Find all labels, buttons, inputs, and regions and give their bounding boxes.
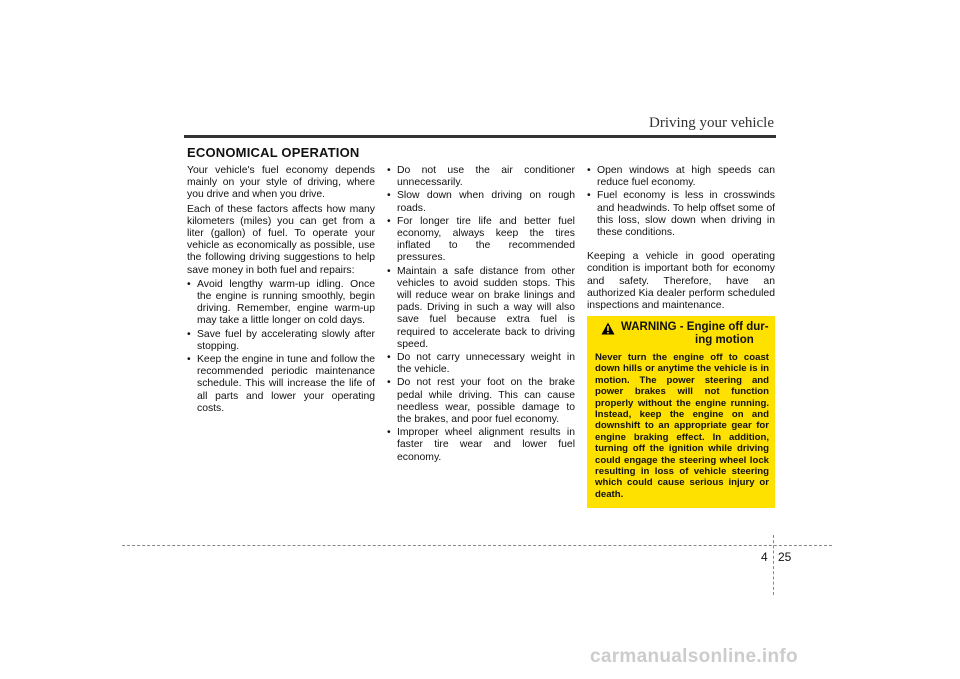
maintenance-paragraph: Keeping a vehicle in good operating condition is important both for economy and safety. Therefore, have an authorized Kia dealer perform scheduled inspections and maintenance.	[587, 251, 775, 312]
bullet-list-1	[187, 279, 375, 415]
list-item: • Maintain a safe distance from other vehicles to avoid sudden stops. This will reduce wear on brake linings and pads. Driving in such a way will also save fuel because extra fuel is required to accelerate back to driving speed.	[387, 266, 575, 351]
list-item: • Keep the engine in tune and follow the recommended periodic maintenance schedule. This will increase the life of all parts and lower your operating costs.	[187, 354, 375, 415]
footer-rule	[122, 545, 832, 546]
intro-paragraph-1: Your vehicle's fuel economy depends mainly on your style of driving, where you drive and when you drive.	[187, 165, 375, 201]
warning-box	[587, 316, 775, 508]
column-2	[387, 165, 575, 465]
list-item: • Improper wheel alignment results in faster tire wear and lower fuel economy.	[387, 427, 575, 464]
warning-title	[621, 321, 777, 347]
warning-title-line1: WARNING - Engine off dur-	[621, 321, 769, 333]
chapter-number: 4	[761, 550, 768, 564]
warning-header	[595, 322, 769, 352]
warning-body: Never turn the engine off to coast down hills or anytime the vehicle is in motion. The power steering and power brakes will not function properly without the engine running. Instead, keep the engine on and downshift to an appropriate gear for engine braking effect. In addition, turning off the ignition while driving could engage the steering wheel lock resulting in loss of vehicle steering which could cause serious injury or death.	[595, 352, 769, 500]
watermark: carmanualsonline.info	[590, 646, 798, 667]
page-number: 25	[778, 550, 792, 564]
bullet-list-3	[587, 165, 775, 239]
intro-paragraph-2: Each of these factors affects how many kilometers (miles) you can get from a liter (gallon) of fuel. To operate your vehicle as economically as possible, use the following driving suggestions to help save money in both fuel and repairs:	[187, 203, 375, 276]
list-item: • Slow down when driving on rough roads.	[387, 190, 575, 214]
warning-title-line2: ing motion	[695, 334, 754, 346]
running-header: Driving your vehicle	[649, 115, 774, 131]
list-item: • For longer tire life and better fuel economy, always keep the tires inflated to the recommended pressures.	[387, 216, 575, 265]
list-item: • Do not rest your foot on the brake pedal while driving. This can cause needless wear, possible damage to the brakes, and poor fuel economy.	[387, 377, 575, 426]
list-item: • Do not use the air conditioner unnecessarily.	[387, 165, 575, 189]
section-title: ECONOMICAL OPERATION	[187, 145, 360, 160]
list-item: • Do not carry unnecessary weight in the vehicle.	[387, 352, 575, 376]
list-item: • Save fuel by accelerating slowly after stopping.	[187, 329, 375, 353]
list-item: • Open windows at high speeds can reduce fuel economy.	[587, 165, 775, 189]
page-divider	[773, 535, 774, 595]
list-item: • Avoid lengthy warm-up idling. Once the engine is running smoothly, begin driving. Remember, engine warm-up may take a little longer on cold days.	[187, 279, 375, 328]
header-rule	[184, 135, 776, 138]
column-3	[587, 165, 775, 314]
list-item: • Fuel economy is less in crosswinds and headwinds. To help offset some of this loss, slow down when driving in these conditions.	[587, 190, 775, 239]
column-1	[187, 165, 375, 416]
warning-triangle-icon	[601, 322, 615, 335]
bullet-list-2	[387, 165, 575, 464]
